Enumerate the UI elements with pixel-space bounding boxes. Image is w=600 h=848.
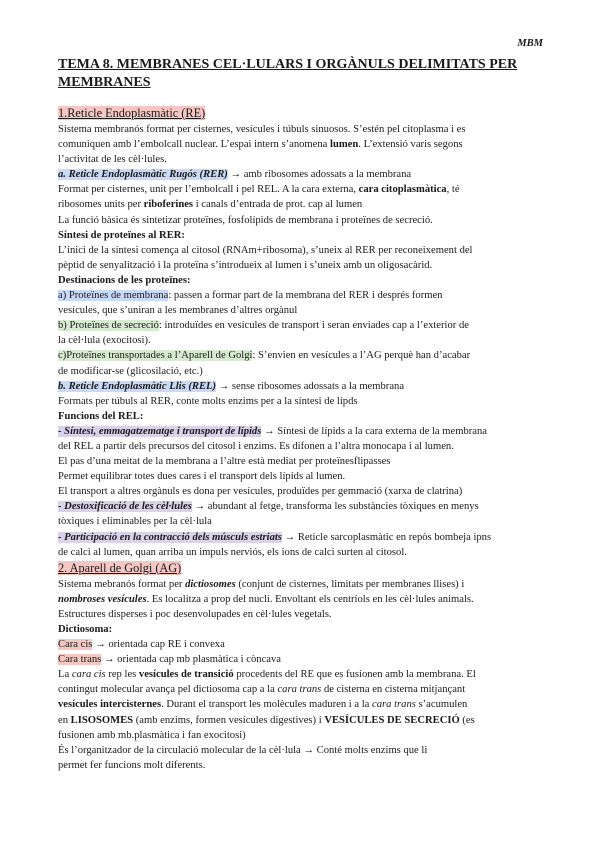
paragraph-line: de modificar-se (glicosilació, etc.) [58,365,203,377]
paragraph-line: El pas d’una meitat de la membrana a l’altre està mediat per proteïnesflipasses [58,456,391,468]
paragraph-line: Estructures disperses i poc desenvolupades en cèl·lules vegetals. [58,608,332,620]
paragraph-line: Formats per túbuls al RER, conte molts enzims per a la síntesi de lípds [58,395,358,407]
paragraph-line: contingut molecular avança pel dictiosoma cap a la cara trans de cisterna en cisterna mitjançant [58,684,466,696]
paragraph-line: Sistema membranós format per cisternes, vesícules i túbuls sinuosos. S’estén pel citoplasma i es [58,124,466,135]
page-title: TEMA 8. MEMBRANES CEL·LULARS I ORGÀNULS DELIMITATS PER MEMBRANES [58,57,518,90]
paragraph-line: permet fer funcions molt diferents. [58,759,206,771]
subheading-funcions: Funcions del REL: [58,410,144,422]
list-item: a) Proteïnes de membrana: passen a formar part de la membrana del RER i després formen [58,290,443,302]
paragraph-line: És l’organitzador de la circulació molecular de la cèl·lula → Conté molts enzims que li [58,744,428,756]
paragraph-line: pèptid de senyalització i la proteïna s’introdueix al lumen i s’uneix amb un oligosacàrid. [58,259,433,271]
paragraph-line: de calci al lumen, quan arriba un impuls nerviós, els ions de calci surten al citosol. [58,546,407,558]
paragraph-line: fusionen amb mb.plasmàtica i fan exocitosi) [58,729,246,741]
subheading-destinacions: Destinacions de les proteïnes: [58,274,191,286]
subheading-rer: a. Reticle Endoplasmàtic Rugós (RER) → amb ribosomes adossats a la membrana [58,169,412,181]
paragraph-line: comuniquen amb l’embolcall nuclear. L’espai intern s’anomena lumen. L’extensió varis segons [58,139,463,151]
list-item: Cara cis → orientada cap RE i convexa [58,639,225,651]
paragraph-line: l’activitat de les cèl·lules. [58,154,167,166]
paragraph-line: nombroses vesícules. Es localitza a prop del nucli. Envoltant els centríols en les cèl·lules animals. [58,593,474,605]
list-item: - Participació en la contracció dels músculs estriats → Reticle sarcoplasmàtic en repòs bombeja ipns [58,531,492,543]
section-heading-re: 1.Reticle Endoplasmàtic (RE) [58,106,206,120]
paragraph-line: L’inici de la síntesi comença al citosol (RNAm+ribosoma), s’uneix al RER per reconeixement del [58,244,473,256]
paragraph-line: del REL a partir dels precursos del citosol i enzims. Es difonen a l’altra monocapa i al lumen. [58,440,454,452]
author-initials: MBM [517,38,543,49]
paragraph-line: vesícules, que s’uniran a les membranes d’altres orgànul [58,305,298,317]
section-heading-golgi: 2. Aparell de Golgi (AG) [58,560,182,575]
paragraph-line: Format per cisternes, unit per l’embolcall i pel REL. A la cara externa, cara citoplasmàtica, té [58,184,460,196]
subheading-rel: b. Reticle Endoplasmàtic Llis (REL) → sense ribosomes adossats a la membrana [58,380,405,392]
paragraph-line: Sistema mebranós format per dictiosomes (conjunt de cisternes, limitats per membranes llises) i [58,578,465,590]
paragraph-line: La cara cis rep les vesícules de transició procedents del RE que es fusionen amb la membrana. El [58,669,476,681]
paragraph-line: vesícules intercisternes. Durant el transport les molècules maduren i a la cara trans s’acumulen [58,699,468,711]
paragraph-line: tòxiques i eliminables per la cèl·lula [58,516,212,528]
paragraph-line: en LISOSOMES (amb enzims, formen vesícules digestives) i VESÍCULES DE SECRECIÓ (es [58,714,475,726]
list-item: b) Proteïnes de secreció: introduïdes en vesícules de transport i seran enviades cap a l’exterior de [58,320,469,332]
paragraph-line: la cèl·lula (exocitosi). [58,335,151,347]
list-item: - Destoxificació de les cèl·lules → abundant al fetge, transforma les substàncies tòxiques en menys [58,501,479,513]
subheading-sintesi: Síntesi de proteïnes al RER: [58,229,185,241]
list-item: c)Proteïnes transportades a l’Aparell de Golgi: S’envien en vesícules a l’AG perquè han d’acabar [58,350,471,362]
list-item: Cara trans → orientada cap mb plasmàtica i còncava [58,654,281,666]
document-body [58,105,538,773]
paragraph-line: Permet equilibrar totes dues cares i el transport dels lípids al lumen. [58,471,346,483]
subheading-dictiosoma: Dictiosoma: [58,624,113,635]
paragraph-line: La funció bàsica és sintetizar proteïnes, fosfolípids de membrana i proteïnes de secreció. [58,214,433,226]
list-item: - Síntesi, emmagatzematge i transport de lípids → Síntesi de lípids a la cara externa de la membrana [58,425,487,437]
paragraph-line: ribosomes units per riboferines i canals d’entrada de prot. cap al lumen [58,199,363,211]
paragraph-line: El transport a altres orgànuls es dona per vesícules, produïdes per gemmació (xarxa de clatrina) [58,486,463,498]
